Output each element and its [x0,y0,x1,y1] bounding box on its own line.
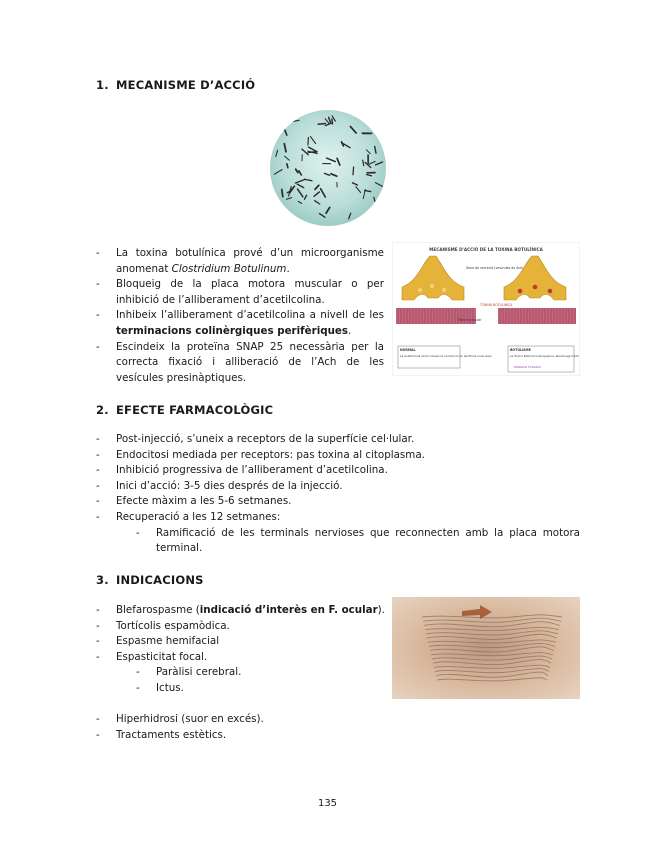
section-3-list [96,603,396,743]
item-prefix: Blefarospasme ( [116,604,200,616]
list-item: - Inhibició progressiva de l’alliberament d’acetilcolina. [96,463,580,479]
text-run: Bloqueig de la placa motora muscular o per inhibició de l’alliberament d’acetilcolina. [116,278,384,306]
section-1-list [96,246,384,386]
diagram-botulism-caption: PARÀLISI FLÀCIDA [514,365,541,369]
sub-list-item: - Ictus. [96,681,396,697]
section-2-heading [96,403,273,417]
item-suffix: ). [377,604,385,616]
list-item: - Endocitosi mediada per receptors: pas toxina al citoplasma. [96,448,580,464]
list-item [96,308,384,339]
section-3-heading [96,573,204,587]
list-item: - Post-injecció, s’uneix a receptors de la superfície cel·lular. [96,432,580,448]
section-2-title: EFECTE FARMACOLÒGIC [116,403,274,417]
item-bold: indicació d’interès en F. ocular [199,604,378,616]
section-1-title: MECANISME D’ACCIÓ [116,78,256,92]
section-2-number: 2. [96,403,109,417]
forehead-wrinkles-photo [392,597,580,699]
section-1-heading [96,78,255,92]
list-item [96,340,384,387]
list-item: - Inici d’acció: 3-5 dies després de la injecció. [96,479,580,495]
section-3-title: INDICACIONS [116,573,204,587]
text-run: . [348,324,352,337]
list-item: - Tractaments estètics. [96,728,396,744]
text-run: La toxina botulínica prové d’un microorganisme anomenat [116,247,384,275]
diagram-botulism-title: BOTULISME [510,348,531,352]
sub-list-item: - Ramificació de les terminals nervioses que reconnecten amb la placa motora terminal. [96,526,580,557]
list-item [96,277,384,308]
diagram-normal-text: La Acetilcolina (Ach) indueix la contracció de les fibres musculars [400,354,492,358]
page-number: 135 [317,798,338,809]
list-item: - Tortícolis espamòdica. [96,619,396,635]
list-item [96,246,384,277]
diagram-vesicle-label: Zona de secreció (vesicules de Ach) [466,266,524,270]
section-2-list [96,432,580,557]
list-item: - Espasticitat focal. [96,650,396,666]
diagram-botulism-text: La Toxina Botulínica bloqueja la descarrega d'Ach [510,354,580,358]
list-item: - Efecte màxim a les 5-6 setmanes. [96,494,580,510]
text-run: terminacions colinèrgiques perifèriques [116,324,349,337]
list-spacer [96,697,396,713]
list-item: - Recuperació a les 12 setmanes: [96,510,580,526]
list-item [96,603,396,619]
text-run: Inhibeix l’alliberament d’acetilcolina a nivell de les [116,309,384,322]
text-run: . [286,262,290,275]
diagram-muscle-label: Fibra muscular [458,318,482,322]
list-item: - Espasme hemifacial [96,634,396,650]
list-item: - Hiperhidrosi (suor en excés). [96,712,396,728]
diagram-toxin-label: TOXINA BOTULINICA [480,303,513,307]
mechanism-diagram [392,242,580,376]
text-run: Escindeix la proteïna SNAP 25 necessària per la correcta fixació i alliberació de l’Ach de les vesícules presinàptiques. [116,340,384,384]
clostridium-micrograph-image [268,108,388,228]
section-1-number: 1. [96,78,109,92]
text-run: Clostridium Botulinum [171,262,287,275]
section-3-number: 3. [96,573,109,587]
diagram-normal-title: NORMAL [400,348,416,352]
sub-list-item: - Paràlisi cerebral. [96,665,396,681]
diagram-title: MECANISME D'ACCIÓ DE LA TOXINA BOTULÍNICA [429,247,543,252]
